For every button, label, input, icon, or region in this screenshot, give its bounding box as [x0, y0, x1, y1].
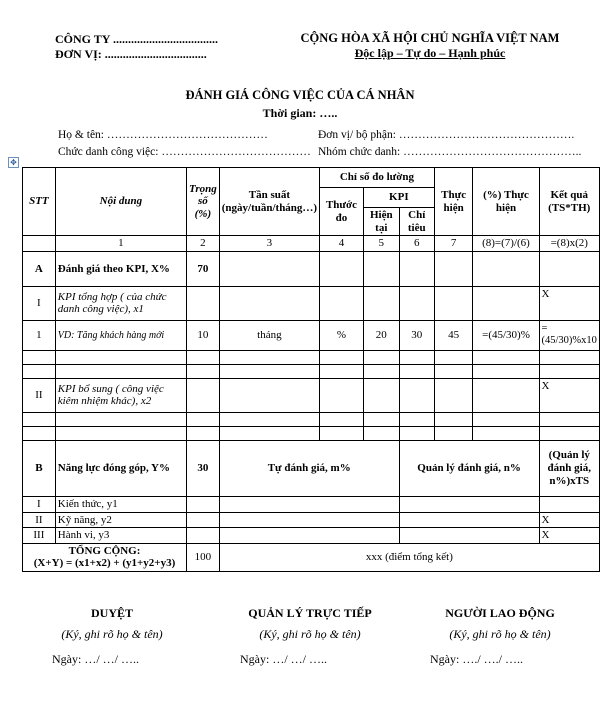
table-cell: (Quản lý đánh giá, n%)xTS — [539, 440, 599, 496]
company-line: CÔNG TY ................................... — [55, 32, 219, 46]
table-cell: 2 — [187, 236, 220, 252]
table-cell: X — [539, 512, 599, 528]
number-row — [23, 236, 600, 252]
signature-title: QUẢN LÝ TRỰC TIẾP — [248, 606, 372, 620]
signature-title: NGƯỜI LAO ĐỘNG — [445, 606, 555, 620]
department-field: Đơn vị/ bộ phận: ………………………………………. — [318, 129, 575, 141]
total-label-line1: TỔNG CỘNG: — [68, 544, 141, 557]
document-title: ĐÁNH GIÁ CÔNG VIỆC CỦA CÁ NHÂN — [185, 88, 415, 102]
table-cell: Kỹ năng, y2 — [55, 512, 186, 528]
table-cell: 3 — [219, 236, 319, 252]
signature-note: (Ký, ghi rõ họ & tên) — [61, 627, 163, 641]
table-cell: X — [539, 378, 599, 412]
signature-date: Ngày: …/ …/ ….. — [240, 652, 327, 666]
table-cell: Hành vi, y3 — [55, 528, 186, 544]
table-cell: 100 — [187, 543, 220, 571]
table-cell: 45 — [434, 320, 473, 350]
table-cell: VD: Tăng khách hàng mới — [55, 320, 186, 350]
time-label: Thời gian: ….. — [262, 106, 338, 120]
table-cell: % — [320, 320, 364, 350]
signature-note: (Ký, ghi rõ họ & tên) — [259, 627, 361, 641]
total-row — [23, 543, 600, 571]
table-cell: B — [23, 440, 56, 496]
table-cell: KPI tổng hợp ( của chức danh công việc), x1 — [55, 286, 186, 320]
signature-date: Ngày: …/ …/ ….. — [52, 652, 139, 666]
total-score: xxx (điểm tổng kết) — [219, 543, 599, 571]
table-cell: 30 — [399, 320, 434, 350]
unit-line: ĐƠN VỊ: .................................. — [55, 47, 207, 61]
table-cell: Năng lực đóng góp, Y% — [55, 440, 186, 496]
table-cell: I — [23, 286, 56, 320]
col-kpi: KPI — [363, 188, 434, 208]
motto: Độc lập – Tự do – Hạnh phúc — [354, 46, 506, 60]
table-cell: Tự đánh giá, m% — [219, 440, 399, 496]
col-result: Kết quả (TS*TH) — [539, 168, 599, 236]
table-cell: I — [23, 496, 56, 512]
table-row — [23, 251, 600, 286]
move-handle-icon[interactable]: ✥ — [8, 157, 19, 168]
total-label-line2: (X+Y) = (x1+x2) + (y1+y2+y3) — [33, 557, 176, 570]
table-cell: II — [23, 512, 56, 528]
table-cell: 5 — [363, 236, 399, 252]
table-cell: 30 — [187, 440, 220, 496]
col-stt: STT — [23, 168, 56, 236]
table-row — [23, 440, 600, 496]
table-cell: III — [23, 528, 56, 544]
table-cell: 1 — [55, 236, 186, 252]
table-cell: (8)=(7)/(6) — [473, 236, 539, 252]
table-row — [23, 528, 600, 544]
table-row — [23, 286, 600, 320]
table-cell: 10 — [187, 320, 220, 350]
table-cell: 4 — [320, 236, 364, 252]
table-cell: 7 — [434, 236, 473, 252]
table-row — [23, 378, 600, 412]
col-actual: Thực hiện — [434, 168, 473, 236]
table-cell: 20 — [363, 320, 399, 350]
table-row — [23, 496, 600, 512]
table-cell: KPI bổ sung ( công việc kiêm nhiệm khác), x2 — [55, 378, 186, 412]
col-frequency: Tần suất (ngày/tuần/tháng…) — [219, 168, 319, 236]
table-row — [23, 350, 600, 364]
name-field: Họ & tên: …………………………………… — [58, 129, 268, 141]
col-indicator: Chỉ số đo lường — [320, 168, 435, 188]
signature-approve — [52, 606, 172, 667]
table-cell: X — [539, 286, 599, 320]
kpi-table — [22, 167, 600, 572]
table-row — [23, 426, 600, 440]
table-cell: X — [539, 528, 599, 544]
table-row — [23, 320, 600, 350]
table-cell — [23, 236, 56, 252]
signature-title: DUYỆT — [90, 606, 133, 620]
table-cell: tháng — [219, 320, 319, 350]
table-cell — [539, 496, 599, 512]
table-cell: II — [23, 378, 56, 412]
table-cell: Quản lý đánh giá, n% — [399, 440, 539, 496]
table-cell: 70 — [187, 251, 220, 286]
table-cell: Đánh giá theo KPI, X% — [55, 251, 186, 286]
table-row — [23, 512, 600, 528]
table-cell: Kiến thức, y1 — [55, 496, 186, 512]
table-cell: =(45/30)%x10 — [539, 320, 599, 350]
header-row — [23, 168, 600, 188]
total-label — [23, 543, 187, 571]
col-current: Hiện tại — [363, 208, 399, 236]
table-cell: A — [23, 251, 56, 286]
col-target: Chỉ tiêu — [399, 208, 434, 236]
signature-employee — [430, 606, 570, 667]
table-cell: =(45/30)% — [473, 320, 539, 350]
table-cell: =(8)x(2) — [539, 236, 599, 252]
table-row — [23, 364, 600, 378]
col-content: Nội dung — [55, 168, 186, 236]
signature-note: (Ký, ghi rõ họ & tên) — [449, 627, 551, 641]
job-title-field: Chức danh công việc: ………………………………… — [58, 146, 311, 158]
nation-title: CỘNG HÒA XÃ HỘI CHỦ NGHĨA VIỆT NAM — [300, 31, 560, 45]
table-row — [23, 412, 600, 426]
table-cell: 1 — [23, 320, 56, 350]
table-cell: 6 — [399, 236, 434, 252]
signature-manager — [240, 606, 380, 667]
signature-date: Ngày: …./ …./ ….. — [430, 652, 523, 666]
col-measure: Thước đo — [320, 188, 364, 236]
col-percent: (%) Thực hiện — [473, 168, 539, 236]
job-group-field: Nhóm chức danh: ……………………………………….. — [318, 146, 582, 158]
col-weight: Trọng số (%) — [187, 168, 220, 236]
